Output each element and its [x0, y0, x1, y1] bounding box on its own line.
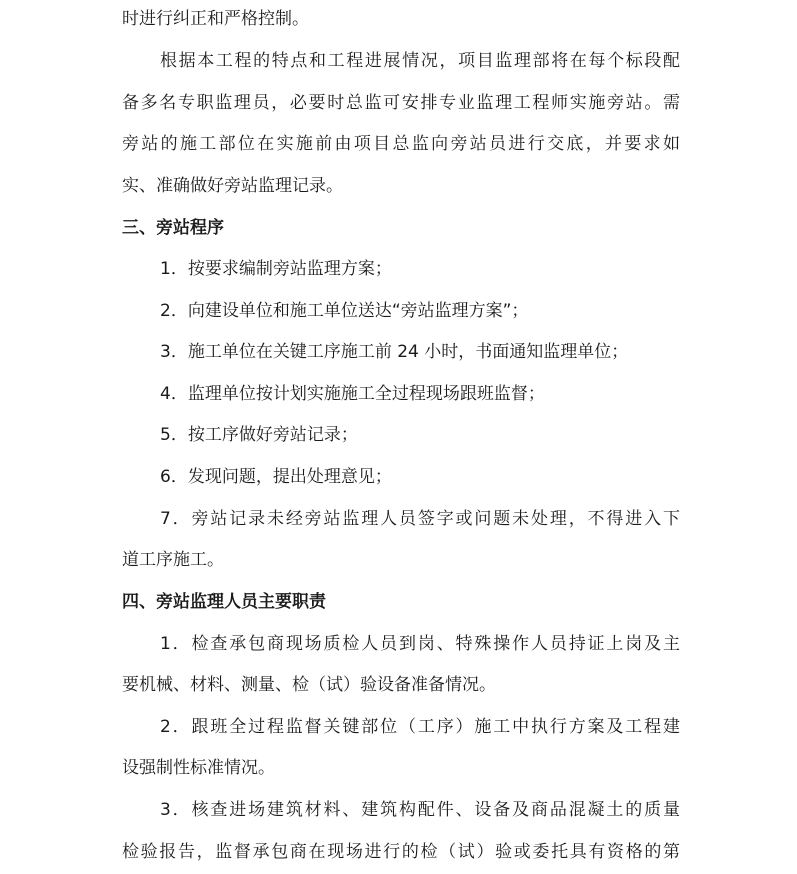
list-item: 3．核查进场建筑材料、建筑构配件、设备及商品混凝土的质量 — [160, 800, 680, 820]
paragraph-line: 旁站的施工部位在实施前由项目总监向旁站员进行交底，并要求如 — [122, 134, 680, 154]
list-item-continuation: 要机械、材料、测量、检（试）验设备准备情况。 — [122, 675, 496, 695]
list-item: 2．跟班全过程监督关键部位（工序）施工中执行方案及工程建 — [160, 717, 680, 737]
paragraph-line: 备多名专职监理员，必要时总监可安排专业监理工程师实施旁站。需 — [122, 93, 680, 113]
list-item: 6．发现问题，提出处理意见； — [160, 467, 392, 487]
paragraph-line: 时进行纠正和严格控制。 — [122, 9, 309, 29]
list-item: 1．检查承包商现场质检人员到岗、特殊操作人员持证上岗及主 — [160, 634, 680, 654]
list-item-continuation: 设强制性标准情况。 — [122, 758, 275, 778]
list-item: 5．按工序做好旁站记录； — [160, 425, 358, 445]
list-item: 3．施工单位在关键工序施工前 24 小时，书面通知监理单位； — [160, 342, 629, 362]
list-item: 7．旁站记录未经旁站监理人员签字或问题未处理，不得进入下 — [160, 509, 680, 529]
paragraph-line: 实、准确做好旁站监理记录。 — [122, 176, 343, 196]
section-heading-4: 四、旁站监理人员主要职责 — [122, 592, 326, 612]
list-item-continuation: 检验报告，监督承包商在现场进行的检（试）验或委托具有资格的第 — [122, 842, 680, 862]
list-item: 1．按要求编制旁站监理方案； — [160, 259, 392, 279]
list-item: 4．监理单位按计划实施施工全过程现场跟班监督； — [160, 384, 545, 404]
list-item: 2．向建设单位和施工单位送达“旁站监理方案”； — [160, 301, 529, 321]
paragraph-line: 根据本工程的特点和工程进展情况，项目监理部将在每个标段配 — [160, 51, 680, 71]
list-item-continuation: 道工序施工。 — [122, 550, 224, 570]
section-heading-3: 三、旁站程序 — [122, 218, 224, 238]
